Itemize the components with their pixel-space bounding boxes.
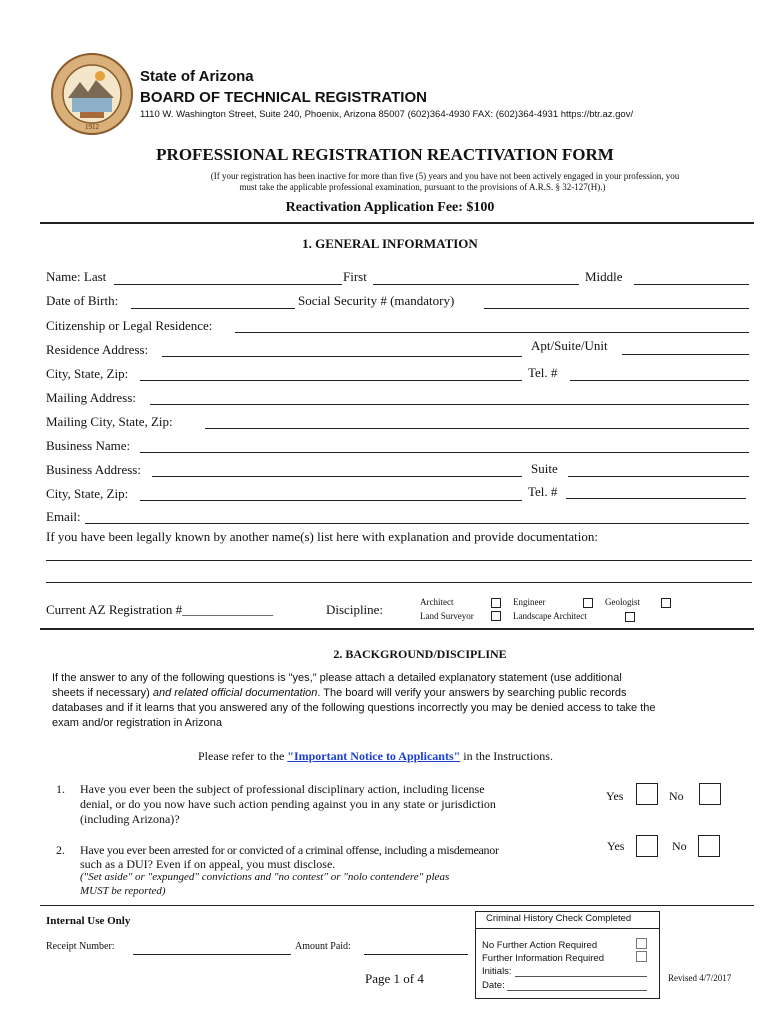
land-surveyor-checkbox[interactable] [491,611,501,621]
business-address-label: Business Address: [46,462,141,477]
discipline-label: Discipline: [326,602,384,617]
date-input[interactable] [507,990,647,991]
ssn-input[interactable] [484,308,749,309]
q1-line-2: denial, or do you now have such action pending against you in any state or jurisdiction [80,797,496,811]
intro-line-4: exam and/or registration in Arizona [52,717,222,729]
important-notice-link[interactable]: "Important Notice to Applicants" [287,749,461,763]
geologist-checkbox[interactable] [661,598,671,608]
first-label: First [343,269,367,284]
city-label: City, State, Zip: [46,366,129,381]
tel2-input[interactable] [566,498,746,499]
q2-no-label: No [672,839,687,853]
name-last-label: Name: Last [46,269,107,284]
intro-line-2c: . The board will verify your answers by searching public records [317,687,627,699]
state-seal [50,52,134,136]
internal-use-label: Internal Use Only [46,915,131,927]
q2-number: 2. [56,843,65,857]
citizenship-label: Citizenship or Legal Residence: [46,318,213,333]
intro-line-2a: sheets if necessary) [52,687,153,699]
svg-text:1912: 1912 [85,123,99,131]
engineer-checkbox[interactable] [583,598,593,608]
divider-1 [40,222,754,224]
q2-line-3: ("Set aside" or "expunged" convictions and "no contest" or "nolo contendere" pleas [80,871,450,883]
divider-3 [40,905,754,906]
subtitle-line-2: must take the applicable professional examination, pursuant to the provisions of A.R.S. § 32-127(H).) [239,182,606,192]
residence-label: Residence Address: [46,342,149,357]
refer-line [198,749,553,764]
q1-yes-checkbox[interactable] [636,783,658,805]
residence-input[interactable] [162,356,522,357]
architect-checkbox[interactable] [491,598,501,608]
revised-date: Revised 4/7/2017 [668,973,732,983]
date-label: Date: [482,980,505,991]
landscape-architect-label: Landscape Architect [513,611,587,621]
dob-input[interactable] [131,308,295,309]
board-name: BOARD OF TECHNICAL REGISTRATION [140,89,427,106]
current-registration-label[interactable]: Current AZ Registration #______________ [46,602,274,617]
engineer-label: Engineer [513,597,546,607]
amount-label: Amount Paid: [295,941,351,952]
other-names-input-1[interactable] [46,560,752,561]
other-names-label: If you have been legally known by another name(s) list here with explanation and provide documentation: [46,529,598,544]
mailing-label: Mailing Address: [46,390,136,405]
further-checkbox[interactable] [636,951,647,962]
initials-input[interactable] [515,976,647,977]
ssn-label: Social Security # (mandatory) [298,293,455,308]
middle-label: Middle [585,269,623,284]
q1-number: 1. [56,782,65,796]
amount-input[interactable] [364,954,468,955]
business-name-label: Business Name: [46,438,131,453]
further-label: Further Information Required [482,953,604,964]
page-number: Page 1 of 4 [365,971,424,986]
refer-prefix: Please refer to the [198,749,288,763]
q1-no-label: No [669,789,684,803]
q2-yes-label: Yes [607,839,625,853]
dob-label: Date of Birth: [46,293,119,308]
landscape-architect-checkbox[interactable] [625,612,635,622]
no-further-checkbox[interactable] [636,938,647,949]
criminal-check-title-rule [476,928,659,929]
apt-input[interactable] [622,354,749,355]
q2-yes-checkbox[interactable] [636,835,658,857]
q1-yes-label: Yes [606,789,624,803]
board-address: 1110 W. Washington Street, Suite 240, Phoenix, Arizona 85007 (602)364-4930 FAX: (602)364-4931 https://btr.az.gov/ [140,109,634,120]
land-surveyor-label: Land Surveyor [420,611,474,621]
business-name-input[interactable] [140,452,749,453]
fee: Reactivation Application Fee: $100 [285,200,495,215]
q1-line-3: (including Arizona)? [80,812,180,826]
mailing-city-input[interactable] [205,428,749,429]
intro-line-2b: and related official documentation [152,687,318,699]
name-last-input[interactable] [114,284,342,285]
tel-input[interactable] [570,380,749,381]
intro-line-1: If the answer to any of the following questions is "yes," please attach a detailed explanatory statement (use additional [52,672,622,684]
intro-line-3: databases and if it learns that you answered any of the following questions incorrectly you may be denied access to take the [52,702,656,714]
form-title: PROFESSIONAL REGISTRATION REACTIVATION FORM [156,145,614,164]
suite-label: Suite [531,461,558,476]
first-input[interactable] [373,284,579,285]
no-further-label: No Further Action Required [482,940,598,951]
citizenship-input[interactable] [235,332,749,333]
state-name: State of Arizona [140,68,254,85]
intro-line-2 [52,687,627,699]
q2-line-4: MUST be reported) [80,885,166,897]
initials-label: Initials: [482,966,512,977]
refer-suffix: in the Instructions. [460,749,553,763]
tel-label: Tel. # [528,365,558,380]
mailing-city-label: Mailing City, State, Zip: [46,414,173,429]
city2-input[interactable] [140,500,522,501]
receipt-input[interactable] [133,954,291,955]
q1-no-checkbox[interactable] [699,783,721,805]
tel2-label: Tel. # [528,484,558,499]
divider-2 [40,628,754,630]
city-input[interactable] [140,380,522,381]
geologist-label: Geologist [605,597,640,607]
subtitle-line-1: (If your registration has been inactive for more than five (5) years and you have not been actively engaged in your profession, you [210,171,680,181]
mailing-input[interactable] [150,404,749,405]
email-label: Email: [46,509,81,524]
criminal-check-title: Criminal History Check Completed [486,913,632,924]
q2-line-1: Have you ever been arrested for or convicted of a criminal offense, including a misdemeanor [80,843,499,857]
receipt-label: Receipt Number: [46,941,115,952]
other-names-input-2[interactable] [46,582,752,583]
email-input[interactable] [85,523,749,524]
architect-label: Architect [420,597,454,607]
suite-input[interactable] [568,476,749,477]
q1-line-1: Have you ever been the subject of professional disciplinary action, including license [80,782,485,796]
seal-icon [50,52,134,136]
city2-label: City, State, Zip: [46,486,129,501]
section1-heading: 1. GENERAL INFORMATION [302,236,478,251]
business-address-input[interactable] [152,476,522,477]
q2-line-2: such as a DUI? Even if on appeal, you must disclose. [80,857,336,871]
q2-no-checkbox[interactable] [698,835,720,857]
middle-input[interactable] [634,284,749,285]
section2-heading: 2. BACKGROUND/DISCIPLINE [333,647,507,661]
apt-label: Apt/Suite/Unit [531,338,608,353]
